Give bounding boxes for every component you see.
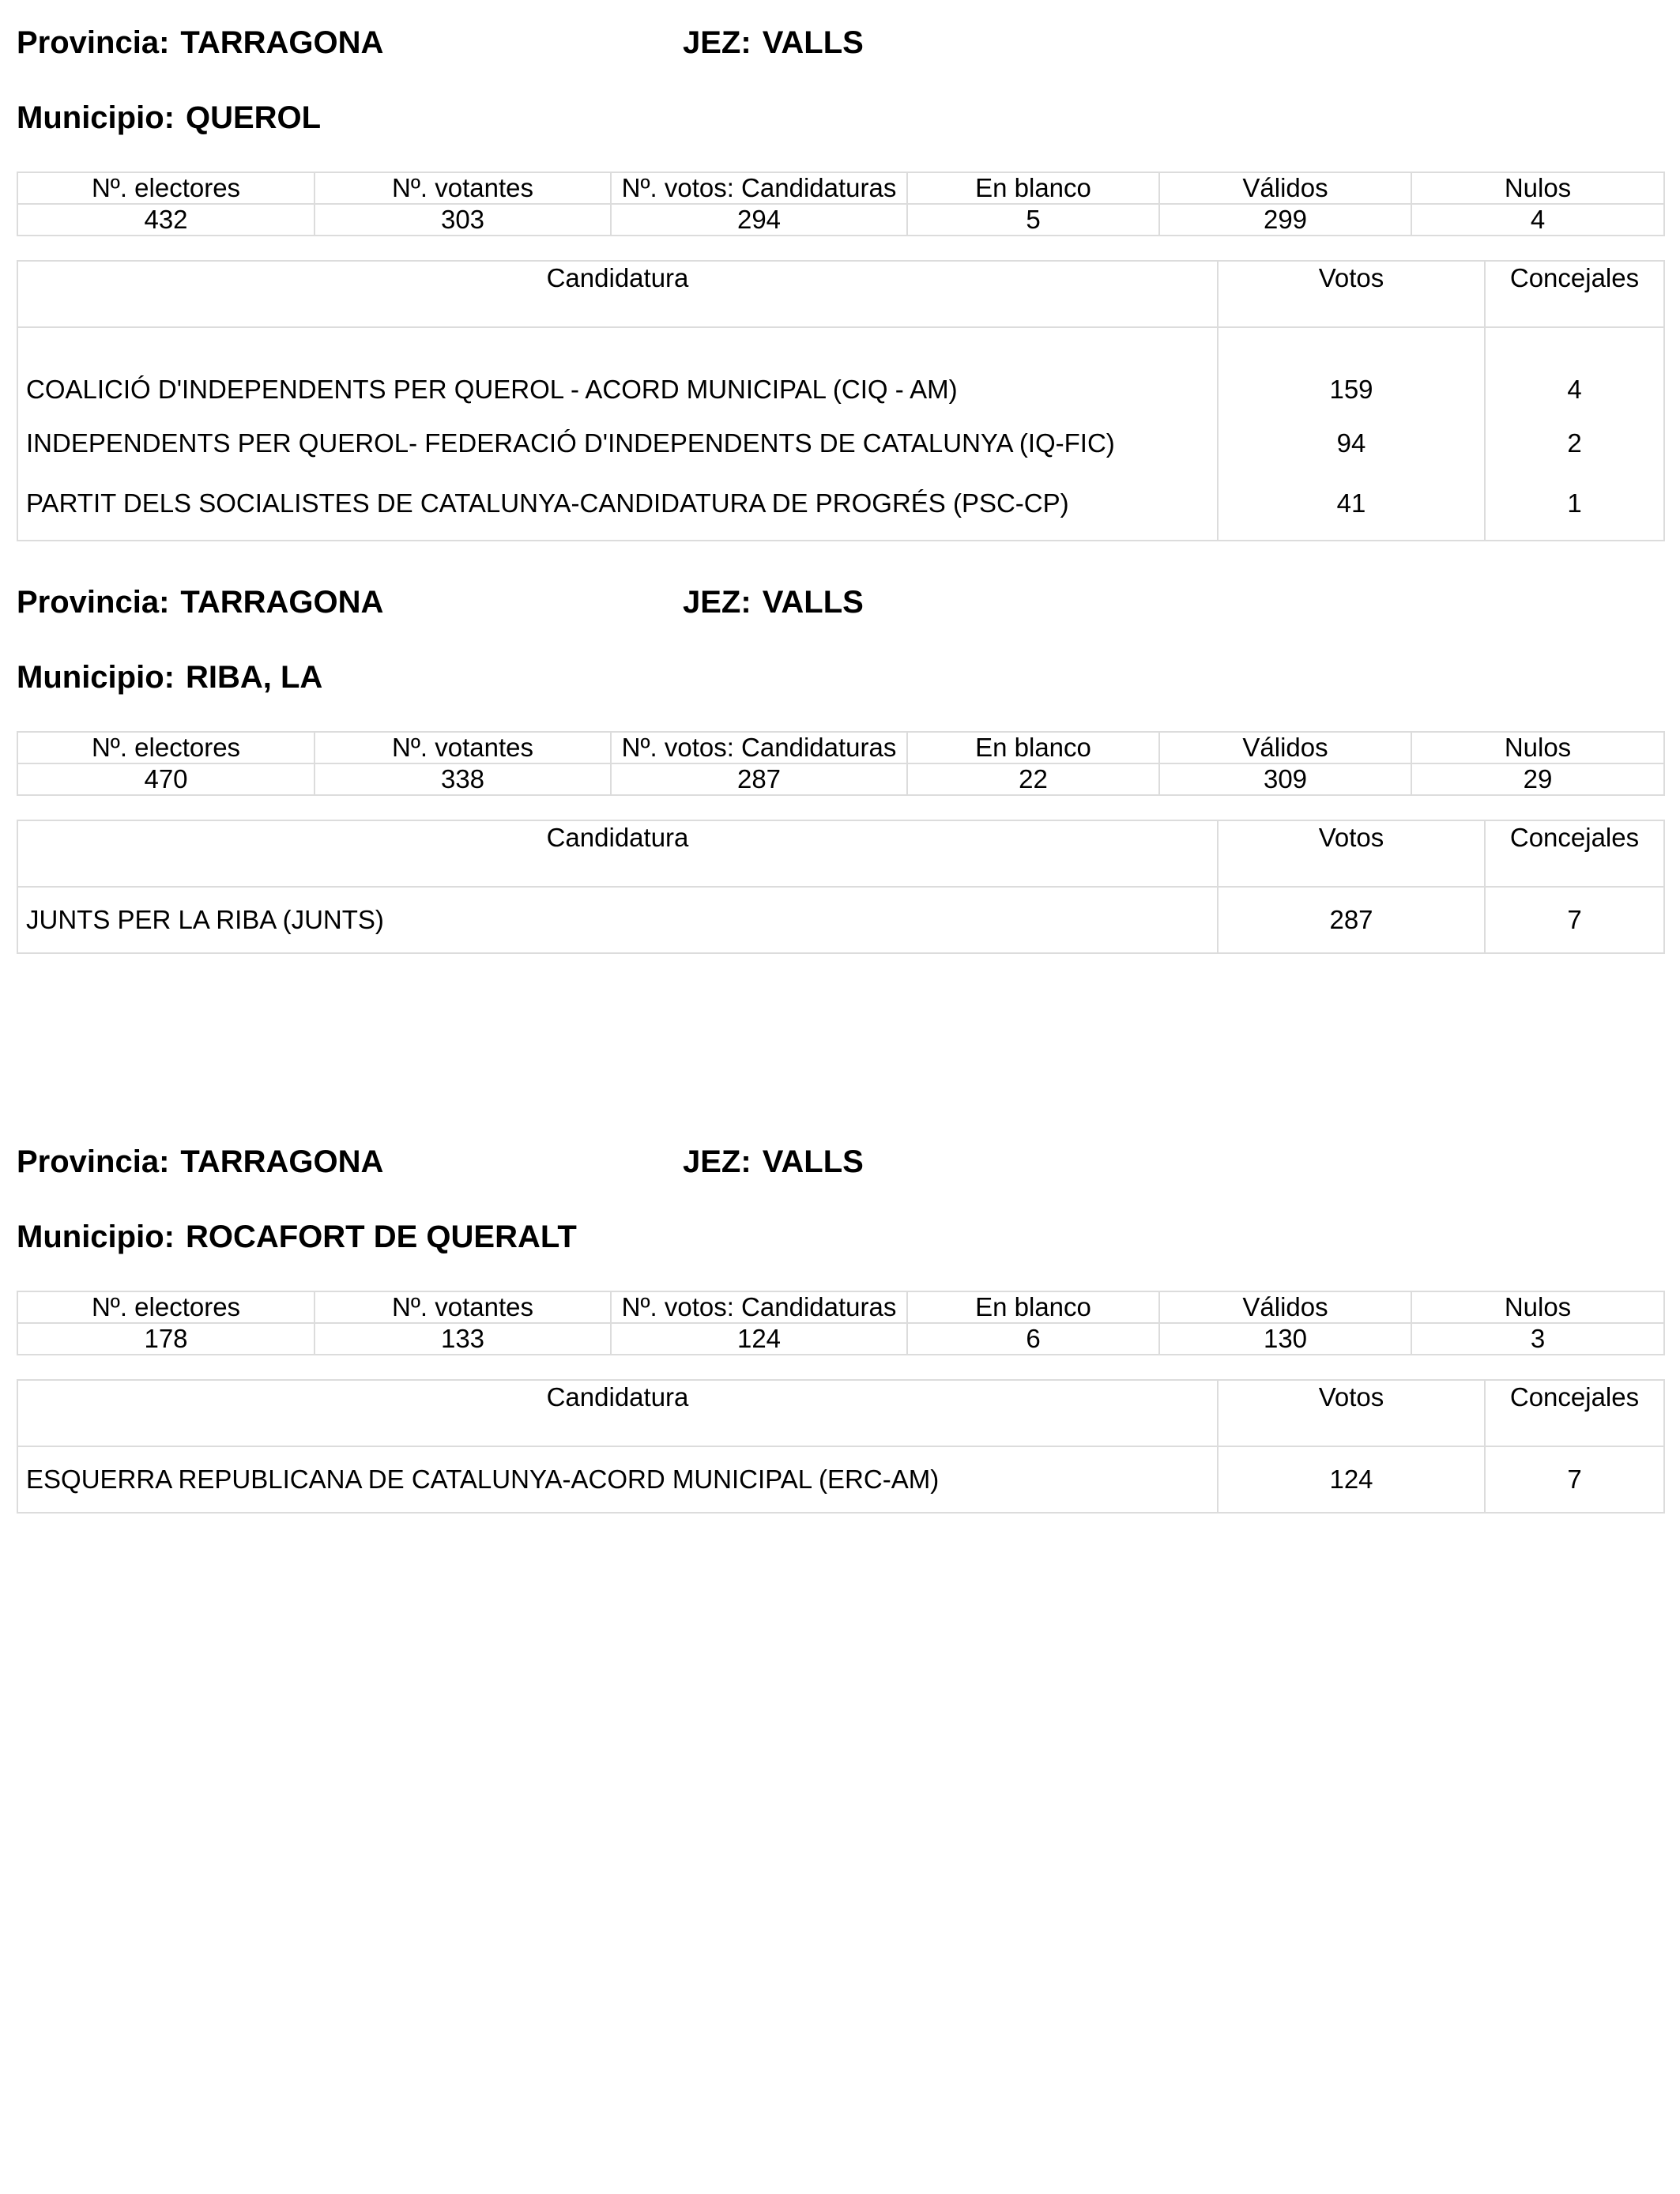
stats-value-row [17, 204, 1664, 236]
stats-votos-candidaturas: 294 [611, 204, 907, 236]
stats-nulos: 4 [1411, 204, 1664, 236]
candidatura-concejales: 7 [1485, 1446, 1664, 1513]
jez-label: JEZ: [683, 585, 751, 620]
candidatura-votos: 41 [1218, 477, 1485, 541]
stats-en-blanco: 6 [907, 1323, 1159, 1355]
stats-header-en-blanco: En blanco [907, 1291, 1159, 1323]
stats-header-en-blanco: En blanco [907, 732, 1159, 763]
jez-heading [683, 24, 864, 62]
header-concejales: Concejales [1485, 820, 1664, 887]
stats-value-row [17, 763, 1664, 795]
candidaturas-table [17, 820, 1665, 954]
stats-header-votos-candidaturas: Nº. votos: Candidaturas [611, 172, 907, 204]
stats-table [17, 731, 1665, 796]
jez-value: VALLS [762, 25, 864, 60]
provincia-heading [17, 583, 383, 621]
section-riba-la [17, 583, 1663, 978]
stats-header-validos: Válidos [1159, 172, 1411, 204]
stats-header-votantes: Nº. votantes [315, 732, 611, 763]
jez-heading [683, 583, 864, 621]
municipio-value: ROCAFORT DE QUERALT [185, 1220, 577, 1254]
stats-header-votantes: Nº. votantes [315, 172, 611, 204]
stats-validos: 299 [1159, 204, 1411, 236]
stats-header-electores: Nº. electores [17, 732, 315, 763]
jez-heading [683, 1143, 864, 1181]
provincia-value: TARRAGONA [180, 585, 384, 620]
header-concejales: Concejales [1485, 1380, 1664, 1446]
jez-label: JEZ: [683, 25, 751, 60]
candidatura-name: JUNTS PER LA RIBA (JUNTS) [17, 887, 1218, 953]
candidatura-name: PARTIT DELS SOCIALISTES DE CATALUNYA-CANDIDATURA DE PROGRÉS (PSC-CP) [17, 477, 1218, 541]
provincia-label: Provincia: [17, 25, 170, 60]
stats-en-blanco: 22 [907, 763, 1159, 795]
candidaturas-header-row [17, 820, 1664, 887]
municipio-heading [17, 658, 322, 696]
stats-value-row [17, 1323, 1664, 1355]
stats-header-nulos: Nulos [1411, 172, 1664, 204]
stats-nulos: 3 [1411, 1323, 1664, 1355]
provincia-label: Provincia: [17, 1144, 170, 1179]
stats-validos: 130 [1159, 1323, 1411, 1355]
stats-header-row [17, 1291, 1664, 1323]
stats-header-row [17, 172, 1664, 204]
stats-votos-candidaturas: 124 [611, 1323, 907, 1355]
header-candidatura: Candidatura [17, 820, 1218, 887]
stats-electores: 432 [17, 204, 315, 236]
candidatura-name: COALICIÓ D'INDEPENDENTS PER QUEROL - ACORD MUNICIPAL (CIQ - AM) [17, 327, 1218, 409]
candidatura-votos: 94 [1218, 409, 1485, 477]
section-rocafort-de-queralt [17, 1143, 1663, 1538]
jez-label: JEZ: [683, 1144, 751, 1179]
candidatura-concejales: 7 [1485, 887, 1664, 953]
stats-header-en-blanco: En blanco [907, 172, 1159, 204]
provincia-label: Provincia: [17, 585, 170, 620]
stats-header-votantes: Nº. votantes [315, 1291, 611, 1323]
stats-header-votos-candidaturas: Nº. votos: Candidaturas [611, 732, 907, 763]
jez-value: VALLS [762, 1144, 864, 1179]
candidatura-concejales: 2 [1485, 409, 1664, 477]
municipio-value: QUEROL [185, 100, 322, 135]
candidatura-row [17, 1446, 1664, 1513]
jez-value: VALLS [762, 585, 864, 620]
stats-header-nulos: Nulos [1411, 732, 1664, 763]
stats-nulos: 29 [1411, 763, 1664, 795]
candidatura-row [17, 477, 1664, 541]
candidatura-concejales: 4 [1485, 327, 1664, 409]
candidaturas-header-row [17, 1380, 1664, 1446]
municipio-heading [17, 1218, 577, 1256]
candidaturas-table [17, 1379, 1665, 1514]
candidatura-row [17, 327, 1664, 409]
header-votos: Votos [1218, 1380, 1485, 1446]
header-candidatura: Candidatura [17, 1380, 1218, 1446]
stats-header-row [17, 732, 1664, 763]
provincia-value: TARRAGONA [180, 1144, 384, 1179]
stats-header-validos: Válidos [1159, 1291, 1411, 1323]
candidatura-name: INDEPENDENTS PER QUEROL- FEDERACIÓ D'INDEPENDENTS DE CATALUNYA (IQ-FIC) [17, 409, 1218, 477]
stats-en-blanco: 5 [907, 204, 1159, 236]
candidaturas-header-row [17, 261, 1664, 327]
stats-votantes: 338 [315, 763, 611, 795]
stats-header-electores: Nº. electores [17, 1291, 315, 1323]
stats-header-electores: Nº. electores [17, 172, 315, 204]
section-querol [17, 24, 1663, 545]
stats-header-validos: Válidos [1159, 732, 1411, 763]
provincia-value: TARRAGONA [180, 25, 384, 60]
stats-table [17, 1291, 1665, 1355]
municipio-value: RIBA, LA [185, 660, 323, 695]
candidatura-votos: 159 [1218, 327, 1485, 409]
stats-header-votos-candidaturas: Nº. votos: Candidaturas [611, 1291, 907, 1323]
stats-header-nulos: Nulos [1411, 1291, 1664, 1323]
stats-electores: 470 [17, 763, 315, 795]
candidatura-votos: 124 [1218, 1446, 1485, 1513]
header-votos: Votos [1218, 820, 1485, 887]
candidatura-concejales: 1 [1485, 477, 1664, 541]
municipio-label: Municipio: [17, 1220, 175, 1254]
municipio-label: Municipio: [17, 660, 175, 695]
stats-validos: 309 [1159, 763, 1411, 795]
municipio-heading [17, 99, 321, 137]
header-concejales: Concejales [1485, 261, 1664, 327]
stats-table [17, 172, 1665, 236]
header-candidatura: Candidatura [17, 261, 1218, 327]
stats-votantes: 303 [315, 204, 611, 236]
candidatura-row [17, 409, 1664, 477]
candidaturas-table [17, 260, 1665, 541]
candidatura-votos: 287 [1218, 887, 1485, 953]
municipio-label: Municipio: [17, 100, 175, 135]
candidatura-row [17, 887, 1664, 953]
stats-electores: 178 [17, 1323, 315, 1355]
candidatura-name: ESQUERRA REPUBLICANA DE CATALUNYA-ACORD MUNICIPAL (ERC-AM) [17, 1446, 1218, 1513]
stats-votantes: 133 [315, 1323, 611, 1355]
provincia-heading [17, 1143, 383, 1181]
stats-votos-candidaturas: 287 [611, 763, 907, 795]
provincia-heading [17, 24, 383, 62]
header-votos: Votos [1218, 261, 1485, 327]
